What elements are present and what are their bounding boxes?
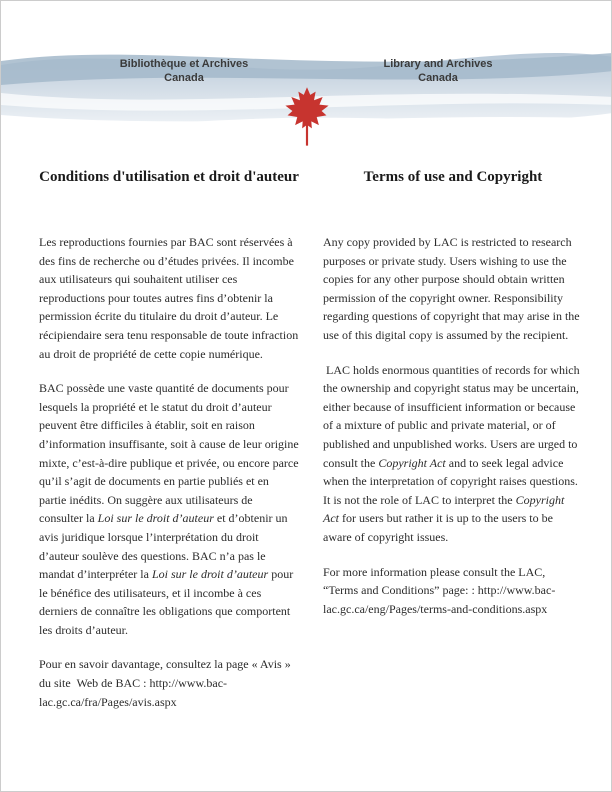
logo-library-archives-fr — [69, 57, 299, 86]
logo-library-archives-en — [323, 57, 553, 86]
logo-en-line1: Library and Archives — [383, 58, 493, 70]
header-banner — [1, 1, 611, 159]
french-paragraph-2: BAC possède une vaste quantité de documents pour lesquels la propriété et le statut du droit d’auteur peuvent être difficiles à établir, soit en raison d’information insuffisante, soit à cause de leur origine mixte, c’est-à-dire publique et privée, ou encore parce qu’il s’agit de documents en partie publiés et en partie inédits. On suggère aux utilisateurs de consulter la Loi sur le droit d’auteur et d’obtenir un avis juridique lorsque l’interprétation du droit d’auteur soulève des questions. BAC n’a pas le mandat d’interpréter la Loi sur le droit d’auteur pour le bénéfice des utilisateurs, et il incombe à ces derniers de connaître les obligations que comportent les droits d’auteur. — [39, 381, 302, 637]
logo-fr-line2: Canada — [164, 72, 204, 85]
two-column-body — [1, 159, 611, 727]
french-paragraph-1: Les reproductions fournies par BAC sont réservées à des fins de recherche ou d’études privées. Il incombe aux utilisateurs qui souhaitent utiliser ces reproductions pour toutes autres fins d’obtenir la permission écrite du titulaire du droit d’auteur. Le récipiendaire sera tenu responsable de toute infraction au droit de propriété de cette copie numérique. — [39, 235, 302, 361]
english-paragraph-2: LAC holds enormous quantities of records for which the ownership and copyright status may be uncertain, either because of insufficient information or because of a mixture of public and private material, or of published and unpublished works. Users are urged to consult the Copyright Act and to seek legal advice when the interpretation of copyright raises questions. It is not the role of LAC to interpret the Copyright Act for users but rather it is up to the users to be aware of copyright issues. — [323, 362, 583, 544]
maple-leaf-shape — [285, 87, 328, 145]
maple-leaf-icon — [280, 77, 334, 157]
logo-fr-line1: Bibliothèque et Archives — [119, 58, 249, 70]
french-column — [39, 167, 302, 727]
english-column — [323, 167, 583, 727]
english-paragraph-3: For more information please consult the LAC, “Terms and Conditions” page: : http://www.bac-lac.gc.ca/eng/Pages/terms-and-conditions.aspx — [323, 564, 556, 616]
french-title: Conditions d'utilisation et droit d'auteur — [39, 169, 299, 185]
logo-en-line2: Canada — [418, 72, 458, 85]
english-title: Terms of use and Copyright — [363, 169, 543, 185]
english-paragraph-1: Any copy provided by LAC is restricted to research purposes or private study. Users wishing to use the copies for any other purpose should obtain written permission of the copyright owner. Responsibility regarding questions of copyright that may arise in the use of this digital copy is assumed by the recipient. — [323, 235, 583, 342]
french-paragraph-3: Pour en savoir davantage, consultez la page « Avis » du site Web de BAC : http://www.bac-lac.gc.ca/fra/Pages/avis.aspx — [39, 657, 294, 709]
